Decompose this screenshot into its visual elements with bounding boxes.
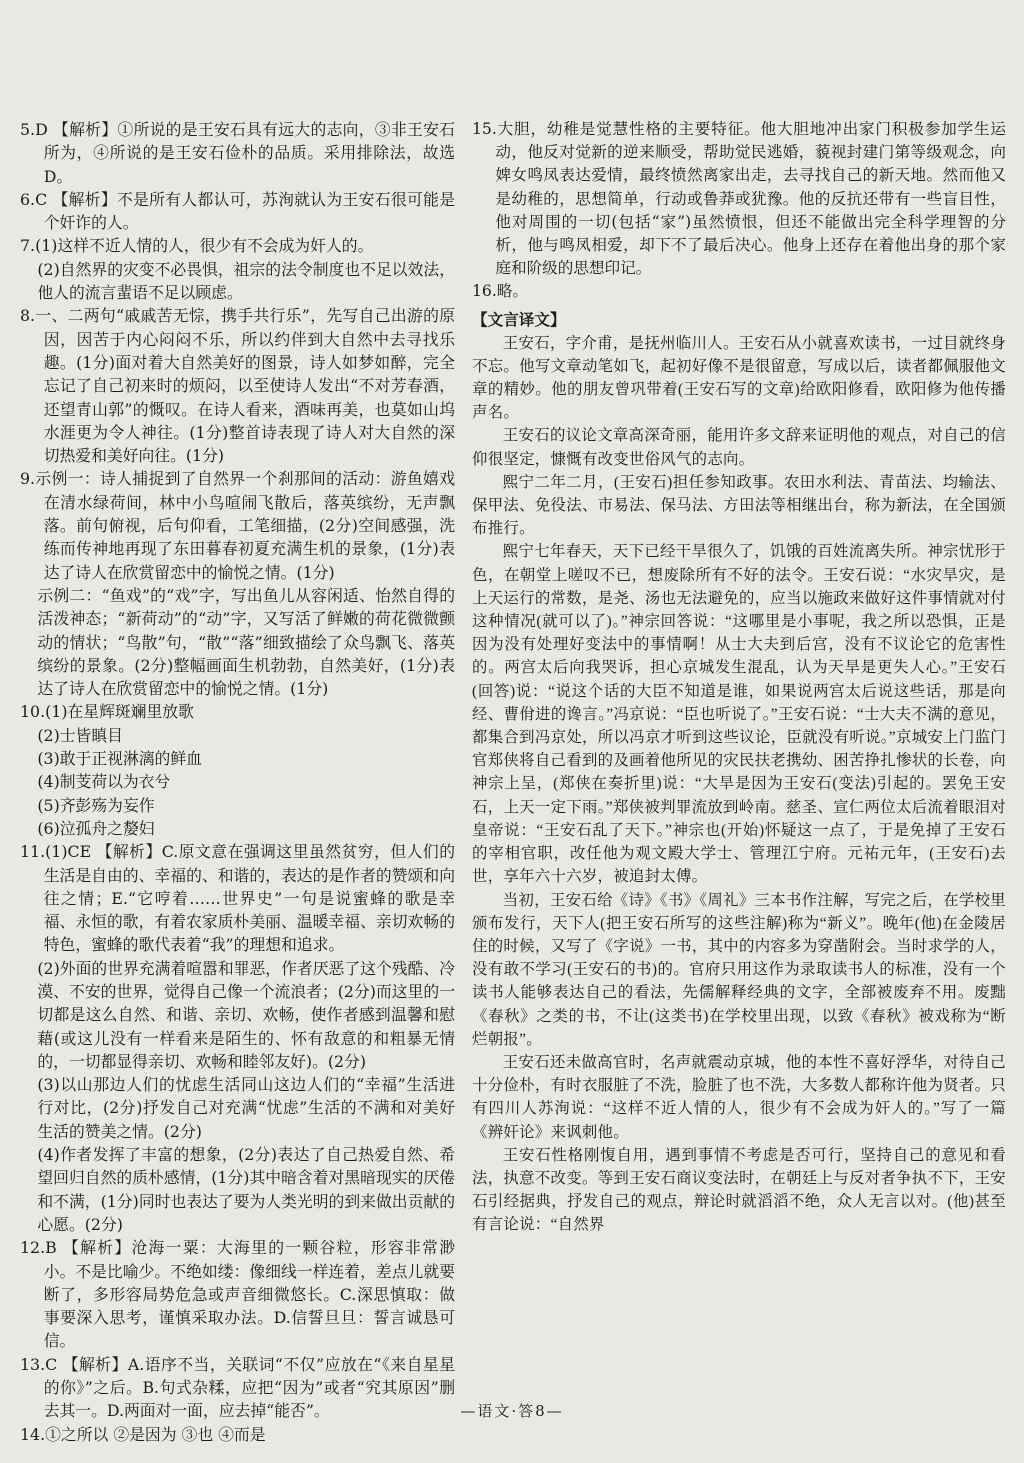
answer-5: 5.D 【解析】①所说的是王安石具有远大的志向，③非王安石所为，④所说的是王安石俭朴的品质。采用排除法，故选D。 <box>20 120 455 186</box>
answer-9-example-1: 9.示例一：诗人捕捉到了自然界一个刹那间的活动：游鱼嬉戏在清水绿荷间，林中小鸟喧闹飞散后，落英缤纷，无声飘落。前句俯视，后句仰看，工笔细描，(2分)空间感强，洗练而传神地再现了东田暮春初夏充满生机的景象，(1分)表达了诗人在欣赏留恋中的愉悦之情。(1分) <box>20 469 455 582</box>
translation-paragraph: 王安石，字介甫，是抚州临川人。王安石从小就喜欢读书，一过目就终身不忘。他写文章动笔如飞，起初好像不是很留意，写成以后，读者都佩服他文章的精妙。他的朋友曾巩带着(王安石写的文章)给欧阳修看，欧阳修为他传播声名。 <box>472 334 1006 422</box>
answer-10-5: (5)齐彭殇为妄作 <box>37 795 155 815</box>
answer-12: 12.B 【解析】沧海一粟：大海里的一颗谷粒，形容非常渺小。不是比喻少。不绝如缕：像细线一样连着，差点儿就要断了，多形容局势危急或声音细微悠长。C.深思慎取：做事要深入思考，谨慎采取办法。D.信誓旦旦：誓言诚恳可信。 <box>20 1238 455 1351</box>
answer-16: 16.略。 <box>472 282 528 301</box>
page-footer: —语文·答8— <box>460 1402 564 1420</box>
answer-15: 15.大胆，幼稚是觉慧性格的主要特征。他大胆地冲出家门积极参加学生运动，他反对觉新的逆来顺受，帮助觉民逃婚，藐视封建门第等级观念，向婢女鸣凤表达爱情，最终愤然离家出走，去寻找自己的新天地。然而他又是幼稚的，思想简单，行动或鲁莽或犹豫。他的反抗还带有一些盲目性，他对周围的一切(包括“家”)虽然愤恨，但还不能做出完全科学理智的分析，他与鸣凤相爱，却下不了最后决心。他身上还存在着他出身的那个家庭和阶级的思想印记。 <box>472 120 1006 278</box>
left-column <box>20 118 455 1446</box>
answer-9-example-2: 示例二：“鱼戏”的“戏”字，写出鱼儿从容闲适、怡然自得的活泼神态；“新荷动”的“动”字，又写活了鲜嫩的荷花微微颤动的情状；“鸟散”句，“散”“落”细致描绘了众鸟飘飞、落英缤纷的景象。(2分)整幅画面生机勃勃，自然美好，(1分)表达了诗人在欣赏留恋中的愉悦之情。(1分) <box>37 585 455 699</box>
answer-11-2: (2)外面的世界充满着喧嚣和罪恶，作者厌恶了这个残酷、冷漠、不安的世界，觉得自己像一个流浪者；(2分)而这里的一切都是这么自然、和谐、亲切、欢畅，使作者感到温馨和慰藉(或这儿没有一样看来是陌生的、怀有敌意的和粗暴无情的，一切都显得亲切、欢畅和睦邻友好)。(2分) <box>37 958 455 1071</box>
translation-paragraph: 熙宁七年春天，天下已经干旱很久了，饥饿的百姓流离失所。神宗忧形于色，在朝堂上嗟叹不已，想废除所有不好的法令。王安石说：“水灾旱灾，是上天运行的常数，是尧、汤也无法避免的，应当以施政来做好这件事情就对付这种情况(就可以了)。”神宗回答说：“这哪里是小事呢，我之所以恐惧，正是因为没有处理好变法中的事情啊！从士大夫到后宫，没有不议论它的危害性的。两宫太后向我哭诉，担心京城发生混乱，认为天旱是更失人心。”王安石(回答)说：“说这个话的大臣不知道是谁，如果说两宫太后说这些话，那是向经、曹佾进的谗言。”冯京说：“臣也听说了。”王安石说：“士大夫不满的意见，都集合到冯京处，所以冯京才听到这些议论，臣就没有听说。”京城安上门监门官郑侠将自己看到的及画着他所见的灾民扶老携幼、困苦挣扎惨状的长卷，向神宗上呈，(郑侠在奏折里)说：“大旱是因为王安石(变法)引起的。罢免王安石，上天一定下雨。”郑侠被判罪流放到岭南。慈圣、宣仁两位太后流着眼泪对皇帝说：“王安石乱了天下。”神宗也(开始)怀疑这一点了，于是免掉了王安石的宰相官职，改任他为观文殿大学士、管理江宁府。元祐元年，(王安石)去世，享年六十六岁，被追封太傅。 <box>472 543 1006 886</box>
answer-11-4: (4)作者发挥了丰富的想象，(2分)表达了自己热爱自然、希望回归自然的质朴感情，(1分)其中暗含着对黑暗现实的厌倦和不满，(1分)同时也表达了要为人类光明的到来做出贡献的心愿。(2分) <box>37 1145 455 1234</box>
translation-paragraph: 当初，王安石给《诗》《书》《周礼》三本书作注解，写完之后，在学校里颁布发行，天下人(把王安石所写的这些注解)称为“新义”。晚年(他)在金陵居住的时候，又写了《字说》一书，其中的内容多为穿凿附会。当时求学的人，没有敢不学习(王安石的书)的。官府只用这作为录取读书人的标准，没有一个读书人能够表达自己的看法，先儒解释经典的文字，全部被废弃不用。废黜《春秋》之类的书，不让(这类书)在学校里出现，以致《春秋》被戏称为“断烂朝报”。 <box>472 891 1006 1048</box>
answer-10-1: 10.(1)在星辉斑斓里放歌 <box>20 702 194 722</box>
translation-paragraph: 王安石的议论文章高深奇丽，能用许多文辞来证明他的观点，对自己的信仰很坚定，慷慨有改变世俗风气的志向。 <box>472 427 1006 468</box>
translation-heading: 【文言译文】 <box>472 310 566 329</box>
answer-11-3: (3)以山那边人们的忧虑生活同山这边人们的“幸福”生活进行对比，(2分)抒发自己对充满“忧虑”生活的不满和对美好生活的赞美之情。(2分) <box>37 1075 455 1141</box>
answer-11-1: 11.(1)CE 【解析】C.原文意在强调这里虽然贫穷，但人们的生活是自由的、幸福的、和谐的，表达的是作者的赞颂和向往之情；E.“它哼着……世界史”一句是说蜜蜂的歌是幸福、永恒的歌，有着农家质朴美丽、温暖幸福、亲切欢畅的特色，蜜蜂的歌代表着“我”的理想和追求。 <box>20 842 455 955</box>
answer-10-4: (4)制芰荷以为衣兮 <box>37 772 171 792</box>
right-column <box>472 118 1006 1237</box>
answer-10-6: (6)泣孤舟之嫠妇 <box>37 818 155 838</box>
answer-7-1: 7.(1)这样不近人情的人，很少有不会成为奸人的。 <box>20 236 374 256</box>
answer-10-3: (3)敢于正视淋漓的鲜血 <box>37 749 202 769</box>
answer-10-2: (2)士皆瞋目 <box>37 725 123 745</box>
answer-8: 8.一、二两句“戚戚苦无悰，携手共行乐”，先写自己出游的原因，因苦于内心闷闷不乐，所以约伴到大自然中去寻找乐趣。(1分)面对着大自然美好的图景，诗人如梦如醉，完全忘记了自己初来时的烦闷，以至使诗人发出“不对芳春酒，还望青山郭”的慨叹。在诗人看来，酒味再美，也莫如山坞水涯更为令人神往。(1分)整首诗表现了诗人对大自然的深切热爱和美好向往。(1分) <box>20 306 455 466</box>
translation-paragraph: 王安石性格刚愎自用，遇到事情不考虑是否可行，坚持自己的意见和看法，执意不改变。等到王安石商议变法时，在朝廷上与反对者争执不下，王安石引经据典，抒发自己的观点，辩论时就滔滔不绝，众人无言以对。(他)甚至有言论说：“自然界 <box>472 1146 1006 1234</box>
answer-13: 13.C 【解析】A.语序不当，关联词“不仅”应放在“《来自星星的你》”之后。B.句式杂糅，应把“因为”或者“究其原因”删去其一。D.两面对一面，应去掉“能否”。 <box>20 1354 455 1421</box>
answer-14: 14.①之所以 ②是因为 ③也 ④而是 <box>20 1424 266 1444</box>
translation-paragraph: 王安石还未做高官时，名声就震动京城，他的本性不喜好浮华，对待自己十分俭朴，有时衣服脏了不洗，脸脏了也不洗，大多数人都称许他为贤者。只有四川人苏洵说：“这样不近人情的人，很少有不会成为奸人的。”写了一篇《辨奸论》来讽刺他。 <box>472 1053 1006 1141</box>
answer-6: 6.C 【解析】不是所有人都认可，苏洵就认为王安石很可能是个奸诈的人。 <box>20 189 455 233</box>
answer-7-2: (2)自然界的灾变不必畏惧，祖宗的法令制度也不足以效法，他人的流言蜚语不足以顾虑。 <box>37 259 455 303</box>
translation-paragraph: 熙宁二年二月，(王安石)担任参知政事。农田水利法、青苗法、均输法、保甲法、免役法、市易法、保马法、方田法等相继出台，称为新法，在全国颁布推行。 <box>472 473 1006 538</box>
